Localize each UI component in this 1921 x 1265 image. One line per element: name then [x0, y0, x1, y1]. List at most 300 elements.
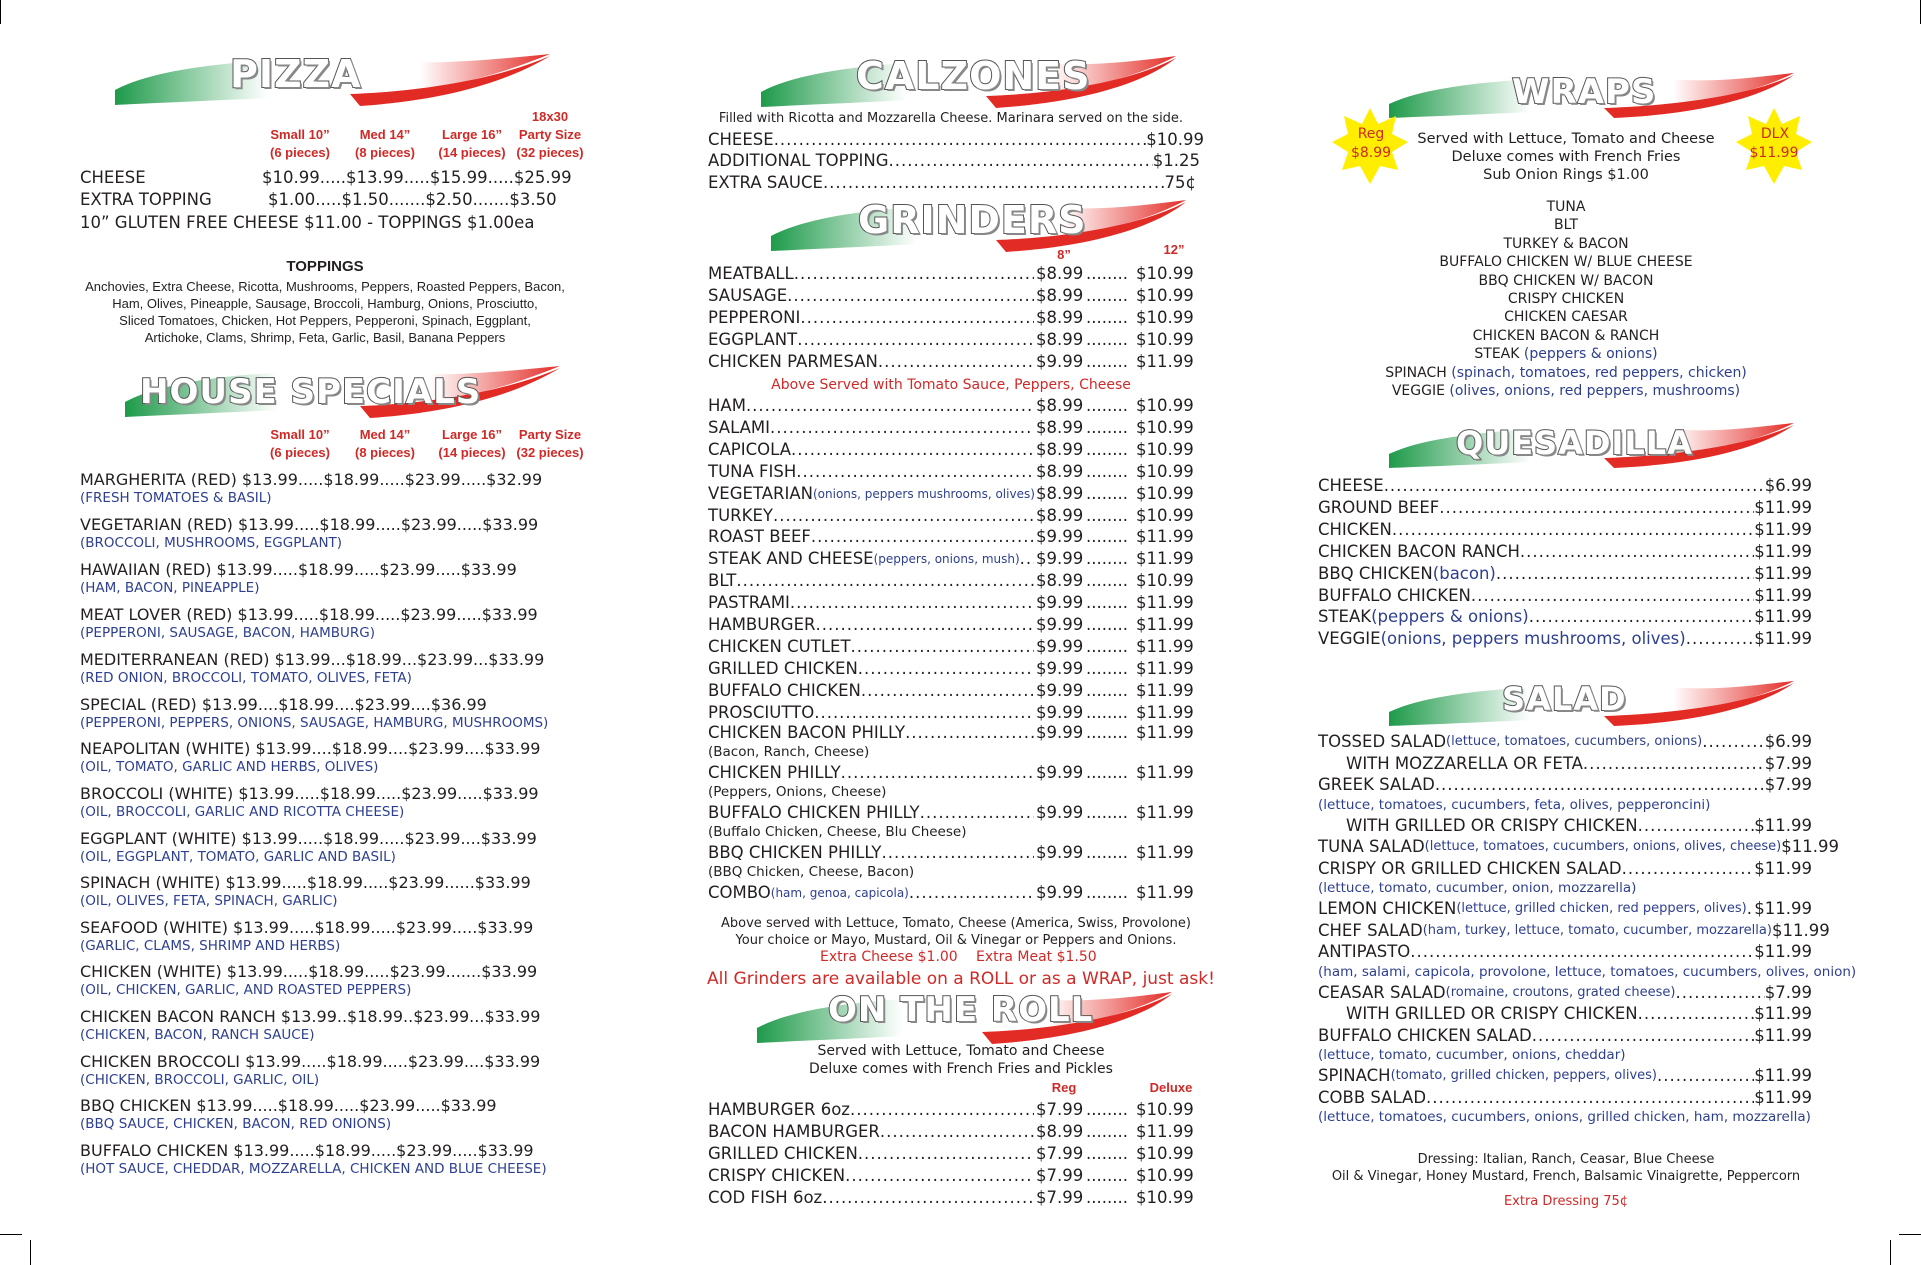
- menu-item-sub: (lettuce, grilled chicken, red peppers, olives): [1456, 901, 1747, 916]
- price-large: $10.99: [1136, 396, 1194, 415]
- menu-item-desc: (FRESH TOMATOES & BASIL): [80, 490, 272, 506]
- menu-item: BROCCOLI (WHITE) $13.99.....$18.99.....$23.99.....$33.99: [80, 784, 539, 803]
- price-small: $8.99: [1036, 417, 1084, 437]
- menu-item-desc: (CHICKEN, BROCCOLI, GARLIC, OIL): [80, 1072, 320, 1088]
- dot-leader: [797, 330, 1034, 350]
- menu-item: [708, 763, 1034, 783]
- menu-item: [1318, 629, 1812, 649]
- size-header: Large 16” (14 pieces): [438, 127, 506, 160]
- price-small: $8.99: [1036, 571, 1084, 591]
- dressing-list: Oil & Vinegar, Honey Mustard, French, Balsamic Vinaigrette, Peppercorn: [1331, 1169, 1801, 1184]
- dot-leader: [878, 352, 1034, 372]
- menu-item: HAWAIIAN (RED) $13.99.....$18.99.....$23.99.....$33.99: [80, 560, 517, 579]
- menu-item-name: WITH GRILLED OR CRISPY CHICKEN: [1346, 815, 1638, 835]
- wraps-header: [1384, 70, 1794, 140]
- size-header: 18x30 Party Size (32 pieces): [516, 109, 584, 160]
- price-small: $9.99: [1036, 527, 1084, 547]
- house-specials-title: HOUSE SPECIALS: [140, 372, 482, 412]
- price-large: $11.99: [1136, 723, 1194, 742]
- dot-leader: [905, 723, 1034, 743]
- wrap-item: [1316, 345, 1816, 363]
- crop-mark: [0, 1234, 22, 1235]
- menu-item: [1318, 476, 1812, 496]
- dot-leader: [736, 571, 1034, 591]
- menu-item-price: $11.99: [1754, 519, 1812, 539]
- menu-item-name: SPINACH: [1318, 1066, 1391, 1085]
- price-small: $9.99: [1036, 615, 1084, 634]
- price-small: $8.99: [1036, 264, 1084, 283]
- price-small: $9.99: [1036, 803, 1084, 822]
- menu-item-price: $11.99: [1754, 942, 1812, 961]
- menu-item-name: HAMBURGER 6oz: [708, 1100, 850, 1119]
- price-large: $10.99: [1136, 1144, 1194, 1163]
- price-small: $9.99: [1036, 680, 1084, 700]
- menu-item-sub: (lettuce, tomatoes, cucumbers, onions, olives, cheese): [1424, 839, 1782, 854]
- dot-leader: [880, 1122, 1034, 1142]
- price-large: $10.99: [1136, 439, 1194, 459]
- menu-item-name: HAM: [708, 396, 746, 415]
- menu-item-desc: (HOT SAUCE, CHEDDAR, MOZZARELLA, CHICKEN AND BLUE CHEESE): [80, 1161, 547, 1177]
- menu-item: EXTRA SAUCE ..... 75¢: [708, 173, 1196, 193]
- crop-mark: [1899, 1234, 1921, 1235]
- crop-mark: [1890, 1240, 1891, 1265]
- menu-item-sub: (ham, genoa, capicola): [770, 886, 909, 900]
- menu-item-name: ROAST BEEF: [708, 527, 811, 547]
- price-large: $11.99: [1136, 803, 1194, 822]
- menu-item-name: CEASAR SALAD: [1318, 982, 1446, 1002]
- dot-leader: [1747, 899, 1755, 919]
- dot-leader: [1622, 859, 1755, 879]
- house-specials-header: [120, 362, 560, 432]
- dot-leader: [1496, 564, 1754, 584]
- menu-item: [1318, 1088, 1812, 1108]
- menu-item-desc: (BBQ Chicken, Cheese, Bacon): [708, 864, 915, 880]
- dlx-label: DLX: [1760, 126, 1790, 142]
- price-small: $9.99: [1036, 723, 1084, 742]
- dot-leader: ........: [1086, 680, 1128, 700]
- menu-item-price: $11.99: [1754, 585, 1812, 605]
- dot-leader: ........: [1086, 483, 1128, 503]
- menu-item-sub: (bacon): [1432, 563, 1496, 583]
- menu-item: [708, 440, 1034, 460]
- dot-leader: ........: [1086, 593, 1128, 613]
- wrap-item-name: BBQ CHICKEN W/ BACON: [1478, 272, 1654, 289]
- dot-leader: [1532, 1026, 1754, 1046]
- wrap-item: [1316, 235, 1816, 253]
- price-large: $11.99: [1136, 658, 1194, 678]
- menu-item-desc: (OIL, BROCCOLI, GARLIC AND RICOTTA CHEESE): [80, 804, 405, 820]
- dot-leader: ........: [1086, 396, 1128, 415]
- menu-item-desc: (lettuce, tomatoes, cucumbers, feta, olives, pepperoncini): [1318, 796, 1711, 813]
- price-large: $10.99: [1136, 308, 1194, 327]
- menu-item-desc: (OIL, OLIVES, FETA, SPINACH, GARLIC): [80, 893, 338, 909]
- price-small: $8.99: [1036, 461, 1084, 481]
- dot-leader: ........: [1086, 636, 1128, 656]
- size-header: Party Size (32 pieces): [516, 427, 584, 460]
- price-small: $9.99: [1036, 593, 1084, 613]
- dot-leader: ........: [1086, 1100, 1128, 1119]
- wrap-item: [1316, 364, 1816, 382]
- menu-item-price: $11.99: [1754, 1066, 1812, 1085]
- dot-leader: ........: [1086, 843, 1128, 862]
- menu-item-desc: (CHICKEN, BACON, RANCH SAUCE): [80, 1027, 315, 1043]
- menu-item: [708, 703, 1034, 723]
- pizza-header: [110, 50, 550, 120]
- menu-item: [1318, 732, 1812, 752]
- wrap-item-name: VEGGIE: [1391, 383, 1450, 399]
- menu-item-name: BACON HAMBURGER: [708, 1122, 880, 1141]
- menu-item: [1346, 1004, 1812, 1024]
- menu-item-sub: (onions, peppers mushrooms, olives): [812, 486, 1035, 501]
- price-small: $9.99: [1036, 549, 1084, 569]
- menu-item-desc: (Peppers, Onions, Cheese): [708, 784, 887, 800]
- dot-leader: [787, 286, 1034, 306]
- dot-leader: [791, 440, 1034, 460]
- price-small: $8.99: [1036, 439, 1084, 459]
- menu-item: VEGETARIAN (RED) $13.99.....$18.99.....$23.99.....$33.99: [80, 515, 539, 534]
- menu-item: [708, 681, 1034, 701]
- menu-item: [708, 659, 1034, 679]
- wrap-item-name: SPINACH: [1385, 364, 1452, 381]
- menu-item: [708, 506, 1034, 526]
- menu-item: CHEESE: [80, 168, 146, 187]
- menu-item-name: CRISPY OR GRILLED CHICKEN SALAD: [1318, 858, 1622, 878]
- size-header: Large 16” (14 pieces): [438, 427, 506, 460]
- menu-item-desc: (OIL, TOMATO, GARLIC AND HERBS, OLIVES): [80, 759, 379, 775]
- menu-item-name: PASTRAMI: [708, 593, 790, 613]
- menu-item-name: TURKEY: [708, 505, 773, 525]
- dot-leader: ........: [1086, 615, 1128, 634]
- dot-leader: [909, 883, 1034, 903]
- menu-item-price: $11.99: [1754, 629, 1812, 649]
- menu-item: [708, 1166, 1034, 1186]
- extra-cheese: Extra Cheese $1.00: [820, 949, 958, 965]
- menu-item-name: CRISPY CHICKEN: [708, 1166, 846, 1185]
- on-the-roll-note: Deluxe comes with French Fries and Pickles: [809, 1061, 1113, 1077]
- dot-leader: [882, 843, 1034, 863]
- size-header: Deluxe: [1149, 1080, 1193, 1095]
- dot-leader: [796, 462, 1034, 482]
- wrap-item: [1316, 253, 1816, 271]
- dot-leader: [858, 659, 1034, 679]
- on-the-roll-title: ON THE ROLL: [828, 990, 1094, 1030]
- menu-item-name: TUNA SALAD: [1318, 837, 1425, 856]
- menu-item: EXTRA TOPPING: [80, 190, 212, 209]
- price-small: $8.99: [1036, 483, 1084, 503]
- dot-leader: [1384, 476, 1765, 496]
- dot-leader: [1529, 607, 1755, 627]
- menu-item: [1318, 1026, 1812, 1046]
- menu-item: [708, 843, 1034, 863]
- menu-item-name: BUFFALO CHICKEN: [1318, 585, 1471, 605]
- grinders-footer: Your choice or Mayo, Mustard, Oil & Vinegar or Peppers and Onions.: [735, 933, 1177, 948]
- menu-item: BUFFALO CHICKEN $13.99.....$18.99.....$23.99.....$33.99: [80, 1141, 534, 1160]
- dot-leader: ........: [1086, 723, 1128, 742]
- calzones-note: Filled with Ricotta and Mozzarella Cheese. Marinara served on the side.: [718, 111, 1184, 126]
- dot-leader: [822, 1188, 1034, 1208]
- menu-item-price: $11.99: [1754, 858, 1812, 878]
- menu-item-name: CHICKEN BACON PHILLY: [708, 723, 906, 742]
- menu-item: [708, 883, 1034, 903]
- size-header: Reg: [1051, 1080, 1077, 1095]
- menu-item: NEAPOLITAN (WHITE) $13.99....$18.99....$23.99....$33.99: [80, 739, 541, 758]
- menu-item-name: WITH GRILLED OR CRISPY CHICKEN: [1346, 1004, 1638, 1023]
- price-small: $7.99: [1036, 1100, 1084, 1119]
- menu-item-name: COMBO: [708, 883, 771, 902]
- menu-item: [1318, 1066, 1812, 1086]
- price-large: $10.99: [1136, 571, 1194, 591]
- menu-item-name: BLT: [708, 571, 737, 591]
- price-large: $11.99: [1136, 549, 1194, 569]
- menu-item: CHEESE ..... $10.99: [708, 130, 1204, 150]
- menu-item: SEAFOOD (WHITE) $13.99.....$18.99.....$23.99.....$33.99: [80, 918, 534, 937]
- size-header: 8”: [1057, 247, 1071, 262]
- wrap-item: [1316, 216, 1816, 234]
- menu-item: [1346, 816, 1812, 836]
- menu-item-name: STEAK: [1318, 607, 1372, 627]
- menu-item: [708, 1100, 1034, 1120]
- menu-item-name: BBQ CHICKEN PHILLY: [708, 843, 882, 862]
- reg-label: Reg: [1357, 126, 1385, 142]
- dot-leader: [1410, 942, 1754, 962]
- extra-dressing: Extra Dressing 75¢: [1503, 1194, 1629, 1209]
- price-small: $8.99: [1036, 396, 1084, 415]
- menu-item-name: CHEESE: [1318, 476, 1384, 495]
- toppings-list: Anchovies, Extra Cheese, Ricotta, Mushrooms, Peppers, Roasted Peppers, Bacon, Ham, Olives, Pineapple, Sausage, Broccoli, Hamburg, Onions, Prosciutto, Sliced Tomatoes, Chicken, Hot Peppers, Pepperoni, Spinach, Eggplant, Artichoke, Clams, Shrimp, Feta, Garlic, Basil, Banana Peppers: [85, 279, 565, 345]
- menu-item-name: BUFFALO CHICKEN PHILLY: [708, 803, 920, 822]
- dot-leader: [1471, 586, 1754, 606]
- dot-leader: [1675, 983, 1764, 1003]
- grinders-footer: Above served with Lettuce, Tomato, Cheese (America, Swiss, Provolone): [721, 916, 1191, 931]
- menu-item: [1318, 920, 1830, 941]
- wrap-item: [1316, 290, 1816, 308]
- dot-leader: ........: [1086, 264, 1128, 283]
- menu-item-price: $11.99: [1754, 497, 1812, 517]
- menu-item: BBQ CHICKEN $13.99.....$18.99.....$23.99.....$33.99: [80, 1096, 497, 1115]
- menu-item-desc: (PEPPERONI, SAUSAGE, BACON, HAMBURG): [80, 625, 376, 641]
- dot-leader: [800, 308, 1034, 328]
- menu-item-desc: (GARLIC, CLAMS, SHRIMP AND HERBS): [80, 938, 341, 954]
- price-small: $8.99: [1036, 1122, 1084, 1141]
- menu-item: ADDITIONAL TOPPING ..... $1.25: [708, 151, 1200, 171]
- menu-item-name: GROUND BEEF: [1318, 497, 1440, 517]
- dot-leader: [1638, 816, 1755, 836]
- wrap-item-name: CHICKEN CAESAR: [1504, 309, 1628, 326]
- menu-item: [1318, 837, 1839, 857]
- menu-item-sub: (peppers & onions): [1371, 607, 1529, 627]
- menu-item-name: STEAK AND CHEESE: [708, 549, 874, 569]
- price-large: $11.99: [1136, 615, 1194, 634]
- on-the-roll-note: Served with Lettuce, Tomato and Cheese: [817, 1043, 1105, 1059]
- menu-item-price: $11.99: [1754, 1004, 1812, 1023]
- menu-item-sub: (peppers, onions, mush): [873, 552, 1020, 567]
- wrap-item-name: BLT: [1553, 217, 1579, 234]
- price-large: $10.99: [1136, 1166, 1194, 1185]
- dot-leader: [794, 264, 1034, 284]
- salad-title: SALAD: [1502, 680, 1627, 718]
- wrap-item: [1316, 382, 1816, 400]
- menu-item-name: CHICKEN PARMESAN: [708, 352, 878, 371]
- dot-leader: [790, 593, 1034, 613]
- wraps-note: Served with Lettuce, Tomato and Cheese: [1417, 131, 1715, 147]
- toppings-title: TOPPINGS: [286, 258, 364, 275]
- menu-item-price: $11.99: [1754, 1025, 1812, 1045]
- menu-item-desc: (Buffalo Chicken, Cheese, Blu Cheese): [708, 824, 967, 840]
- dressing-list: Dressing: Italian, Ranch, Ceasar, Blue Cheese: [1417, 1152, 1715, 1167]
- price-small: $8.99: [1036, 308, 1084, 327]
- dot-leader: [1686, 629, 1755, 649]
- pizza-title: PIZZA: [230, 52, 362, 96]
- menu-item-name: TOSSED SALAD: [1318, 732, 1447, 751]
- dot-leader: ........: [1086, 883, 1128, 902]
- menu-item: [708, 803, 1034, 823]
- menu-item-desc: (OIL, EGGPLANT, TOMATO, GARLIC AND BASIL): [80, 849, 396, 865]
- dot-leader: ........: [1086, 461, 1128, 481]
- wrap-item-name: BUFFALO CHICKEN W/ BLUE CHEESE: [1439, 254, 1693, 271]
- menu-item-desc: (HAM, BACON, PINEAPPLE): [80, 580, 260, 596]
- price-large: $11.99: [1136, 763, 1194, 782]
- menu-item-name: CHICKEN PHILLY: [708, 763, 841, 782]
- price-large: $10.99: [1136, 505, 1194, 525]
- size-header: Med 14” (8 pieces): [355, 427, 415, 460]
- menu-item-name: LEMON CHICKEN: [1318, 899, 1457, 918]
- dot-leader: [1435, 775, 1765, 795]
- menu-item-desc: (lettuce, tomato, cucumber, onion, mozzarella): [1318, 880, 1637, 896]
- menu-item: MEDITERRANEAN (RED) $13.99...$18.99...$23.99...$33.99: [80, 650, 545, 669]
- menu-item-price: $11.99: [1754, 899, 1812, 918]
- menu-item-name: PEPPERONI: [708, 308, 801, 327]
- menu-item: 10” GLUTEN FREE CHEESE $11.00 - TOPPINGS $1.00ea: [80, 213, 535, 232]
- dot-leader: [814, 703, 1034, 723]
- menu-item-name: CHEF SALAD: [1318, 920, 1423, 940]
- price-large: $10.99: [1136, 264, 1194, 283]
- menu-item: [1318, 899, 1812, 919]
- menu-item-name: SAUSAGE: [708, 286, 788, 305]
- menu-item: [1318, 859, 1812, 879]
- menu-item-name: MEATBALL: [708, 264, 794, 283]
- dot-leader: [1657, 1066, 1754, 1086]
- dot-leader: ........: [1086, 763, 1128, 782]
- dot-leader: ........: [1086, 1144, 1128, 1163]
- menu-item: [1318, 564, 1812, 584]
- menu-item: [708, 637, 1034, 657]
- dot-leader: [815, 615, 1034, 635]
- menu-item: [708, 396, 1034, 416]
- menu-item: CHICKEN (WHITE) $13.99.....$18.99.....$23.99.......$33.99: [80, 962, 538, 981]
- wraps-note: Deluxe comes with French Fries: [1451, 149, 1681, 165]
- menu-item: [1318, 542, 1812, 562]
- menu-item-price: $11.99: [1781, 837, 1839, 856]
- size-header: Small 10” (6 pieces): [270, 427, 330, 460]
- menu-item: [708, 264, 1034, 284]
- quesadilla-title: QUESADILLA: [1456, 424, 1693, 462]
- menu-item: [1318, 775, 1812, 795]
- price-small: $9.99: [1036, 763, 1084, 782]
- menu-item-price: $6.99: [1764, 476, 1812, 495]
- menu-item-name: WITH MOZZARELLA OR FETA: [1346, 753, 1583, 773]
- dot-leader: [1426, 1088, 1754, 1108]
- menu-item: [1318, 607, 1812, 627]
- menu-item: [708, 352, 1034, 372]
- dot-leader: [845, 1166, 1034, 1186]
- wrap-item-name: TURKEY & BACON: [1503, 235, 1629, 252]
- menu-item-name: EGGPLANT: [708, 330, 798, 349]
- price-large: $10.99: [1136, 417, 1194, 437]
- menu-item-price: $11.99: [1754, 563, 1812, 583]
- price-small: $9.99: [1036, 636, 1084, 656]
- wraps-note: Sub Onion Rings $1.00: [1483, 167, 1649, 183]
- menu-item-price: $7.99: [1764, 775, 1812, 794]
- size-header: 12”: [1163, 242, 1185, 257]
- menu-item-name: GRILLED CHICKEN: [708, 1144, 858, 1163]
- menu-item: [708, 1144, 1034, 1164]
- price-small: $7.99: [1036, 1144, 1084, 1163]
- dot-leader: ........: [1086, 571, 1128, 591]
- dot-leader: [1020, 549, 1034, 569]
- menu-item-sub: (lettuce, tomatoes, cucumbers, onions): [1446, 734, 1703, 749]
- menu-item-desc: (RED ONION, BROCCOLI, TOMATO, OLIVES, FETA): [80, 670, 412, 686]
- dot-leader: ........: [1086, 1188, 1128, 1207]
- menu-item: [708, 462, 1034, 482]
- price-large: $11.99: [1136, 843, 1194, 862]
- wrap-item-name: CRISPY CHICKEN: [1507, 291, 1625, 307]
- dot-leader: ........: [1086, 658, 1128, 678]
- menu-item-desc: (PEPPERONI, PEPPERS, ONIONS, SAUSAGE, HAMBURG, MUSHROOMS): [80, 715, 549, 731]
- wrap-item: [1316, 327, 1816, 345]
- dot-leader: ........: [1086, 286, 1128, 305]
- wrap-item-name: CHICKEN BACON & RANCH: [1472, 327, 1660, 344]
- menu-item: [1318, 983, 1812, 1003]
- dot-leader: [1638, 1004, 1755, 1024]
- price-large: $10.99: [1136, 1188, 1194, 1207]
- menu-item: [708, 286, 1034, 306]
- dot-leader: [858, 1144, 1034, 1164]
- menu-item: [1318, 520, 1812, 540]
- menu-item-desc: (lettuce, tomato, cucumber, onions, cheddar): [1318, 1047, 1626, 1063]
- menu-item-price: $11.99: [1754, 607, 1812, 627]
- price-large: $10.99: [1136, 286, 1194, 305]
- size-header: Med 14” (8 pieces): [355, 127, 415, 160]
- dot-leader: [1439, 498, 1754, 518]
- price-small: $8.99: [1036, 330, 1084, 349]
- menu-item-name: CHICKEN BACON RANCH: [1318, 541, 1520, 561]
- dot-leader: [1702, 732, 1765, 752]
- menu-item-desc: (BROCCOLI, MUSHROOMS, EGGPLANT): [80, 535, 343, 551]
- price-large: $11.99: [1136, 702, 1194, 722]
- price-large: $11.99: [1136, 593, 1194, 613]
- crop-mark: [0, 0, 1, 24]
- price-large: $11.99: [1136, 527, 1194, 547]
- dot-leader: [851, 637, 1034, 657]
- dot-leader: [841, 763, 1034, 783]
- menu-item-price: $6.99: [1764, 732, 1812, 751]
- wrap-item-desc: (spinach, tomatoes, red peppers, chicken): [1451, 364, 1747, 381]
- menu-item: [708, 330, 1034, 350]
- menu-item-desc: (lettuce, tomatoes, cucumbers, onions, grilled chicken, ham, mozzarella): [1318, 1109, 1811, 1125]
- price-small: $9.99: [1036, 658, 1084, 678]
- menu-item: [1346, 754, 1812, 774]
- wrap-item: [1316, 308, 1816, 326]
- menu-item: MEAT LOVER (RED) $13.99.....$18.99.....$23.99.....$33.99: [80, 605, 538, 624]
- dot-leader: ........: [1086, 417, 1128, 437]
- dot-leader: [1583, 754, 1765, 774]
- menu-item: [1318, 586, 1812, 606]
- price-large: $10.99: [1136, 330, 1194, 349]
- menu-item: SPECIAL (RED) $13.99....$18.99....$23.99....$36.99: [80, 695, 487, 714]
- price-small: $8.99: [1036, 505, 1084, 525]
- price-large: $10.99: [1136, 483, 1194, 503]
- menu-item: [708, 418, 1034, 438]
